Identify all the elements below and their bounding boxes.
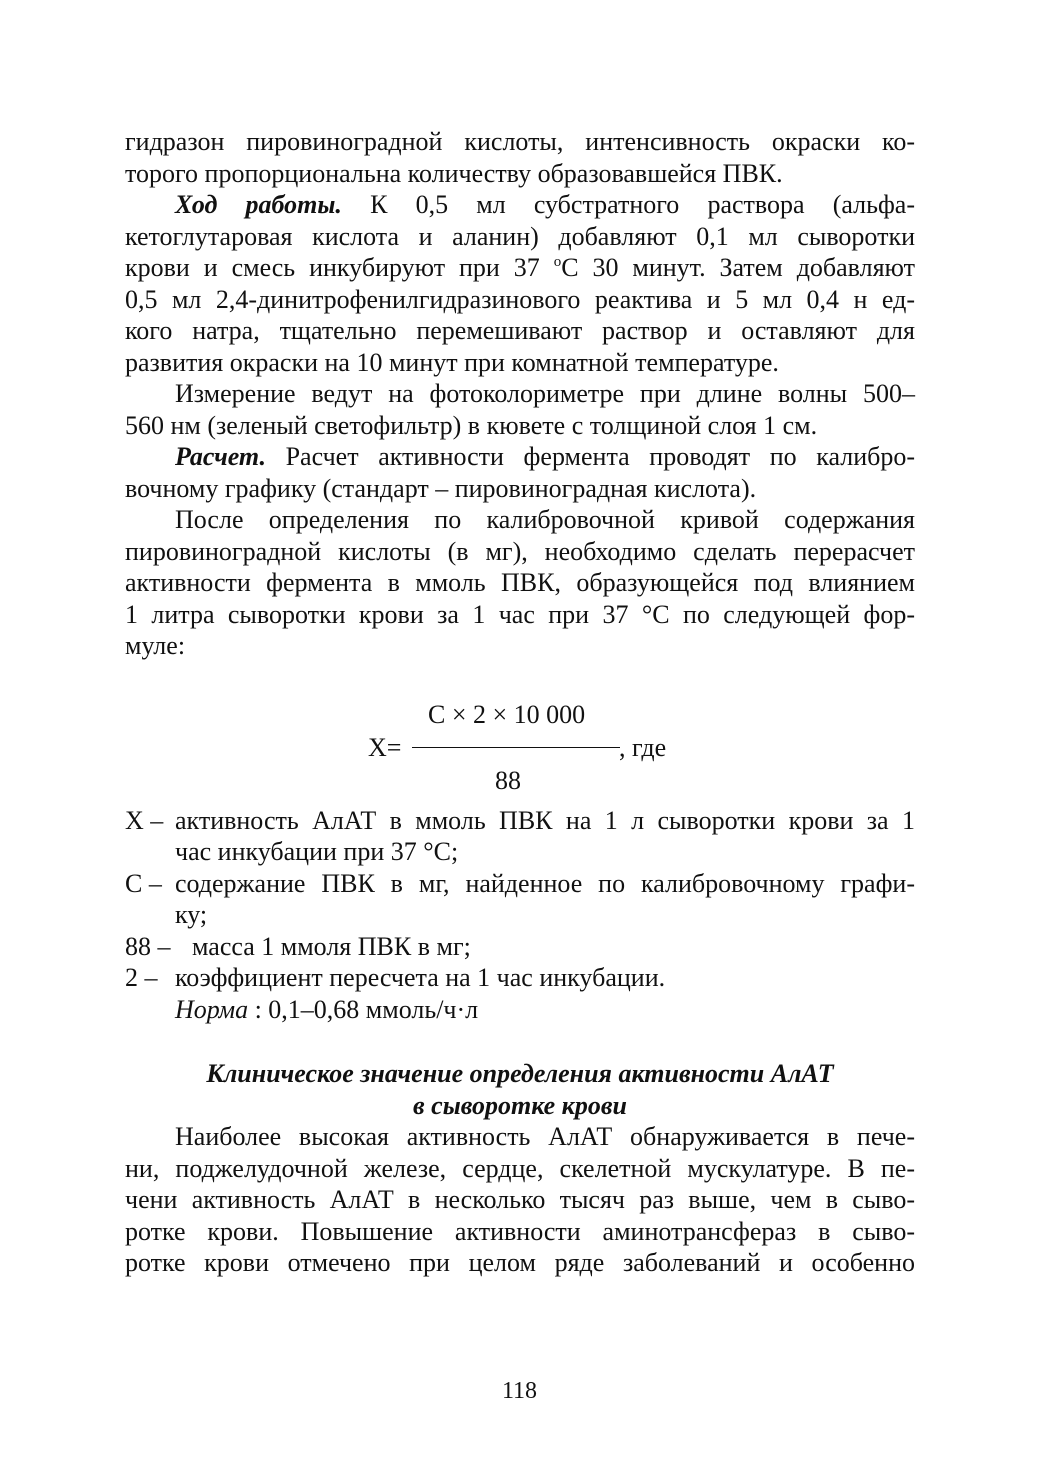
text-line bbox=[125, 189, 915, 221]
definition-body bbox=[175, 868, 915, 931]
text-line: ротке крови отмечено при целом ряде заболеваний и особенно bbox=[125, 1248, 915, 1277]
formula-numerator: С × 2 × 10 000 bbox=[428, 699, 586, 729]
definition-line: содержание ПВК в мг, найденное по калибровочному графи- bbox=[175, 868, 915, 898]
text-line: 560 нм (зеленый светофильтр) в кювете с толщиной слоя 1 см. bbox=[125, 410, 818, 440]
section-heading: в сыворотке крови bbox=[413, 1090, 627, 1120]
text-line: кого натра, тщательно перемешивают раствор и оставляют для bbox=[125, 316, 915, 345]
definition-term: Х – bbox=[125, 805, 164, 835]
text-line: кетоглутаровая кислота и аланин) добавляют 0,1 мл сыворотки bbox=[125, 221, 915, 251]
norm-line bbox=[125, 994, 915, 1026]
definition-line: активность АлАТ в ммоль ПВК на 1 л сыворотки крови за 1 bbox=[175, 805, 915, 835]
formula-rhs: , где bbox=[619, 732, 667, 762]
definition-line: час инкубации при 37 °С; bbox=[175, 837, 459, 866]
section-heading: Клиническое значение определения активности АлАТ bbox=[206, 1059, 834, 1088]
text-line: развития окраски на 10 минут при комнатной температуре. bbox=[125, 347, 779, 377]
text-line: чени активность АлАТ в несколько тысяч раз выше, чем в сыво- bbox=[125, 1185, 915, 1214]
text-line: ни, поджелудочной железе, сердце, скелетной мускулатуре. В пе- bbox=[125, 1153, 915, 1183]
text-line: муле: bbox=[125, 631, 186, 660]
text-line: 0,5 мл 2,4-динитрофенилгидразинового реактива и 5 мл 0,4 н ед- bbox=[125, 284, 915, 314]
definition-term: С – bbox=[125, 868, 162, 898]
text-fragment: С 30 минут. Затем добавляют bbox=[561, 253, 915, 282]
definition-item bbox=[125, 931, 915, 963]
norm-label: Норма bbox=[175, 994, 249, 1024]
page-body bbox=[125, 126, 915, 1279]
definition-item bbox=[125, 868, 915, 931]
definition-body bbox=[192, 931, 915, 963]
definition-line: масса 1 ммоля ПВК в мг; bbox=[192, 931, 471, 961]
section-label-procedure: Ход работы. bbox=[175, 190, 342, 219]
text-fragment: крови и смесь инкубируют при 37 bbox=[125, 253, 554, 282]
text-line: После определения по калибровочной кривой содержания bbox=[175, 505, 915, 534]
text-line: пировиноградной кислоты (в мг), необходимо сделать перерасчет bbox=[125, 536, 915, 566]
text-line bbox=[125, 252, 915, 284]
text-line: Наиболее высокая активность АлАТ обнаруживается в пече- bbox=[175, 1122, 915, 1151]
definition-item bbox=[125, 962, 915, 994]
definition-body bbox=[175, 962, 915, 994]
text-line: ротке крови. Повышение активности аминотрансфераз в сыво- bbox=[125, 1216, 915, 1246]
text-fragment: Расчет активности фермента проводят по калибро- bbox=[265, 442, 915, 471]
text-line: активности фермента в ммоль ПВК, образующейся под влиянием bbox=[125, 568, 915, 597]
text-line: гидразон пировиноградной кислоты, интенсивность окраски ко- bbox=[125, 127, 915, 156]
section-label-calculation: Расчет. bbox=[175, 442, 266, 471]
fraction-bar bbox=[412, 747, 620, 748]
definition-line: ку; bbox=[175, 900, 208, 929]
definition-term: 2 – bbox=[125, 963, 158, 992]
text-line: Измерение ведут на фотоколориметре при длине волны 500– bbox=[175, 379, 915, 408]
definition-item bbox=[125, 805, 915, 868]
text-fragment: К 0,5 мл субстратного раствора (альфа- bbox=[341, 190, 915, 219]
definition-term: 88 – bbox=[125, 931, 171, 961]
text-line: 1 литра сыворотки крови за 1 час при 37 °С по следующей фор- bbox=[125, 599, 915, 629]
page-number: 118 bbox=[501, 1378, 538, 1404]
text-line: торого пропорциональна количеству образовавшейся ПВК. bbox=[125, 158, 783, 188]
degree-superscript: o bbox=[553, 254, 562, 270]
text-line: вочному графику (стандарт – пировиноградная кислота). bbox=[125, 473, 757, 503]
definition-body bbox=[175, 805, 915, 868]
definition-line: коэффициент пересчета на 1 час инкубации. bbox=[175, 963, 666, 992]
text-line bbox=[125, 441, 915, 473]
activity-formula bbox=[125, 699, 915, 803]
formula-denominator: 88 bbox=[495, 765, 521, 795]
formula-lhs: Х= bbox=[368, 732, 402, 762]
norm-value: : 0,1–0,68 ммоль/ч·л bbox=[248, 994, 479, 1024]
